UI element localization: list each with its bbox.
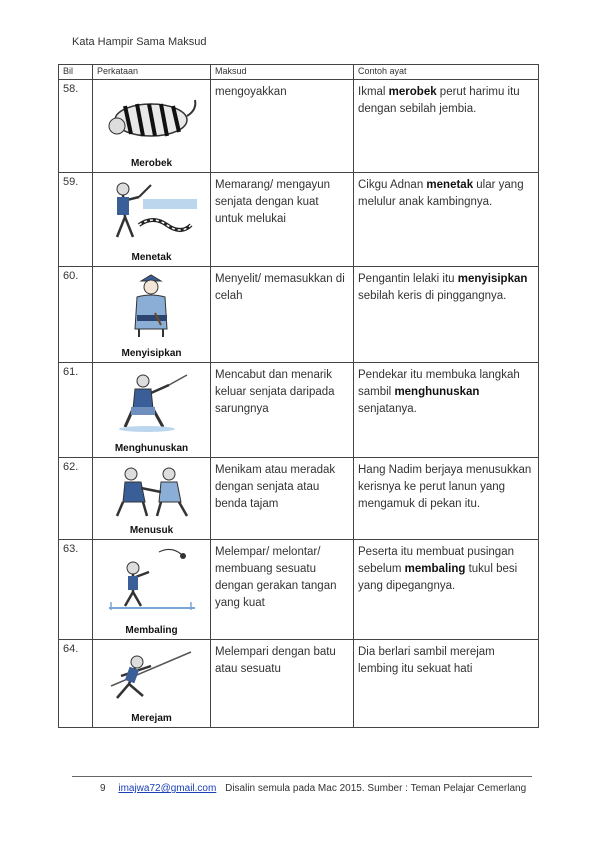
meaning-cell: Menikam atau meradak dengan senjata atau benda tajam bbox=[211, 458, 354, 540]
word-label: Menusuk bbox=[129, 525, 174, 536]
example-cell bbox=[354, 458, 539, 540]
footer-divider bbox=[72, 776, 532, 777]
example-keyword: menetak bbox=[426, 179, 474, 191]
row-number: 58. bbox=[59, 80, 93, 173]
example-cell bbox=[354, 267, 539, 363]
example-cell bbox=[354, 640, 539, 728]
page-number: 9 bbox=[100, 783, 106, 794]
col-header-perkataan: Perkataan bbox=[93, 65, 211, 80]
illustration-cell bbox=[93, 173, 211, 267]
word-label: Menghunuskan bbox=[114, 443, 189, 454]
table-row bbox=[59, 80, 539, 173]
table-row bbox=[59, 173, 539, 267]
table-row bbox=[59, 458, 539, 540]
meaning-cell: Melempari dengan batu atau sesuatu bbox=[211, 640, 354, 728]
word-label: Membaling bbox=[125, 625, 178, 636]
example-text: Pengantin lelaki itu bbox=[358, 273, 458, 285]
table-row bbox=[59, 640, 539, 728]
example-cell bbox=[354, 80, 539, 173]
example-text: Pendekar itu membuka langkah sambil bbox=[358, 369, 520, 398]
row-number: 60. bbox=[59, 267, 93, 363]
col-header-contoh: Contoh ayat bbox=[354, 65, 539, 80]
col-header-maksud: Maksud bbox=[211, 65, 354, 80]
illustration-cell bbox=[93, 80, 211, 173]
example-text: perut harimu itu dengan sebilah jembia. bbox=[358, 86, 520, 115]
illustration-cell bbox=[93, 540, 211, 640]
example-keyword: merobek bbox=[388, 86, 437, 98]
word-label: Merejam bbox=[131, 713, 172, 724]
table-row bbox=[59, 540, 539, 640]
row-number: 63. bbox=[59, 540, 93, 640]
example-keyword: menyisipkan bbox=[457, 273, 528, 285]
table-row bbox=[59, 267, 539, 363]
warrior-illustration bbox=[103, 369, 199, 433]
example-text: Cikgu Adnan bbox=[358, 179, 427, 191]
example-cell bbox=[354, 173, 539, 267]
example-text: senjatanya. bbox=[358, 403, 417, 415]
row-number: 64. bbox=[59, 640, 93, 728]
meaning-cell: Melempar/ melontar/ membuang sesuatu dengan gerakan tangan yang kuat bbox=[211, 540, 354, 640]
example-text: tukul besi yang dipegangnya. bbox=[358, 563, 518, 592]
hammer-throw-illustration bbox=[103, 546, 199, 614]
footer-note: Disalin semula pada Mac 2015. Sumber : Teman Pelajar Cemerlang bbox=[225, 783, 527, 794]
illustration-cell bbox=[93, 363, 211, 458]
meaning-cell: Memarang/ mengayun senjata dengan kuat untuk melukai bbox=[211, 173, 354, 267]
example-text: Ikmal bbox=[358, 86, 389, 98]
table-header-row bbox=[59, 65, 539, 80]
word-label: Merobek bbox=[130, 158, 173, 169]
meaning-cell: Menyelit/ memasukkan di celah bbox=[211, 267, 354, 363]
example-text: Peserta itu membuat pusingan sebelum bbox=[358, 546, 514, 575]
meaning-cell: mengoyakkan bbox=[211, 80, 354, 173]
meaning-cell: Mencabut dan menarik keluar senjata daripada sarungnya bbox=[211, 363, 354, 458]
illustration-cell bbox=[93, 640, 211, 728]
email-link[interactable]: imajwa72@gmail.com bbox=[118, 783, 217, 794]
stabbing-illustration bbox=[103, 464, 199, 518]
illustration-cell bbox=[93, 267, 211, 363]
example-text: Hang Nadim berjaya menusukkan kerisnya ke perut lanun yang mengamuk di pekan itu. bbox=[358, 464, 532, 510]
example-text: ular yang melulur anak kambingnya. bbox=[358, 179, 524, 208]
page-header: Kata Hampir Sama Maksud bbox=[72, 36, 207, 48]
vocabulary-table bbox=[58, 64, 539, 728]
col-header-bil: Bil bbox=[59, 65, 93, 80]
example-cell bbox=[354, 363, 539, 458]
row-number: 61. bbox=[59, 363, 93, 458]
row-number: 62. bbox=[59, 458, 93, 540]
example-keyword: menghunuskan bbox=[394, 386, 480, 398]
tiger-illustration bbox=[103, 86, 199, 148]
example-text: Dia berlari sambil merejam lembing itu sekuat hati bbox=[358, 646, 495, 675]
chopping-illustration bbox=[103, 179, 199, 243]
groom-illustration bbox=[103, 273, 199, 339]
javelin-illustration bbox=[103, 646, 199, 704]
footer bbox=[100, 783, 526, 794]
illustration-cell bbox=[93, 458, 211, 540]
table-row bbox=[59, 363, 539, 458]
example-cell bbox=[354, 540, 539, 640]
word-label: Menetak bbox=[131, 252, 172, 263]
example-text: sebilah keris di pinggangnya. bbox=[358, 290, 507, 302]
word-label: Menyisipkan bbox=[121, 348, 182, 359]
row-number: 59. bbox=[59, 173, 93, 267]
example-keyword: membaling bbox=[404, 563, 466, 575]
